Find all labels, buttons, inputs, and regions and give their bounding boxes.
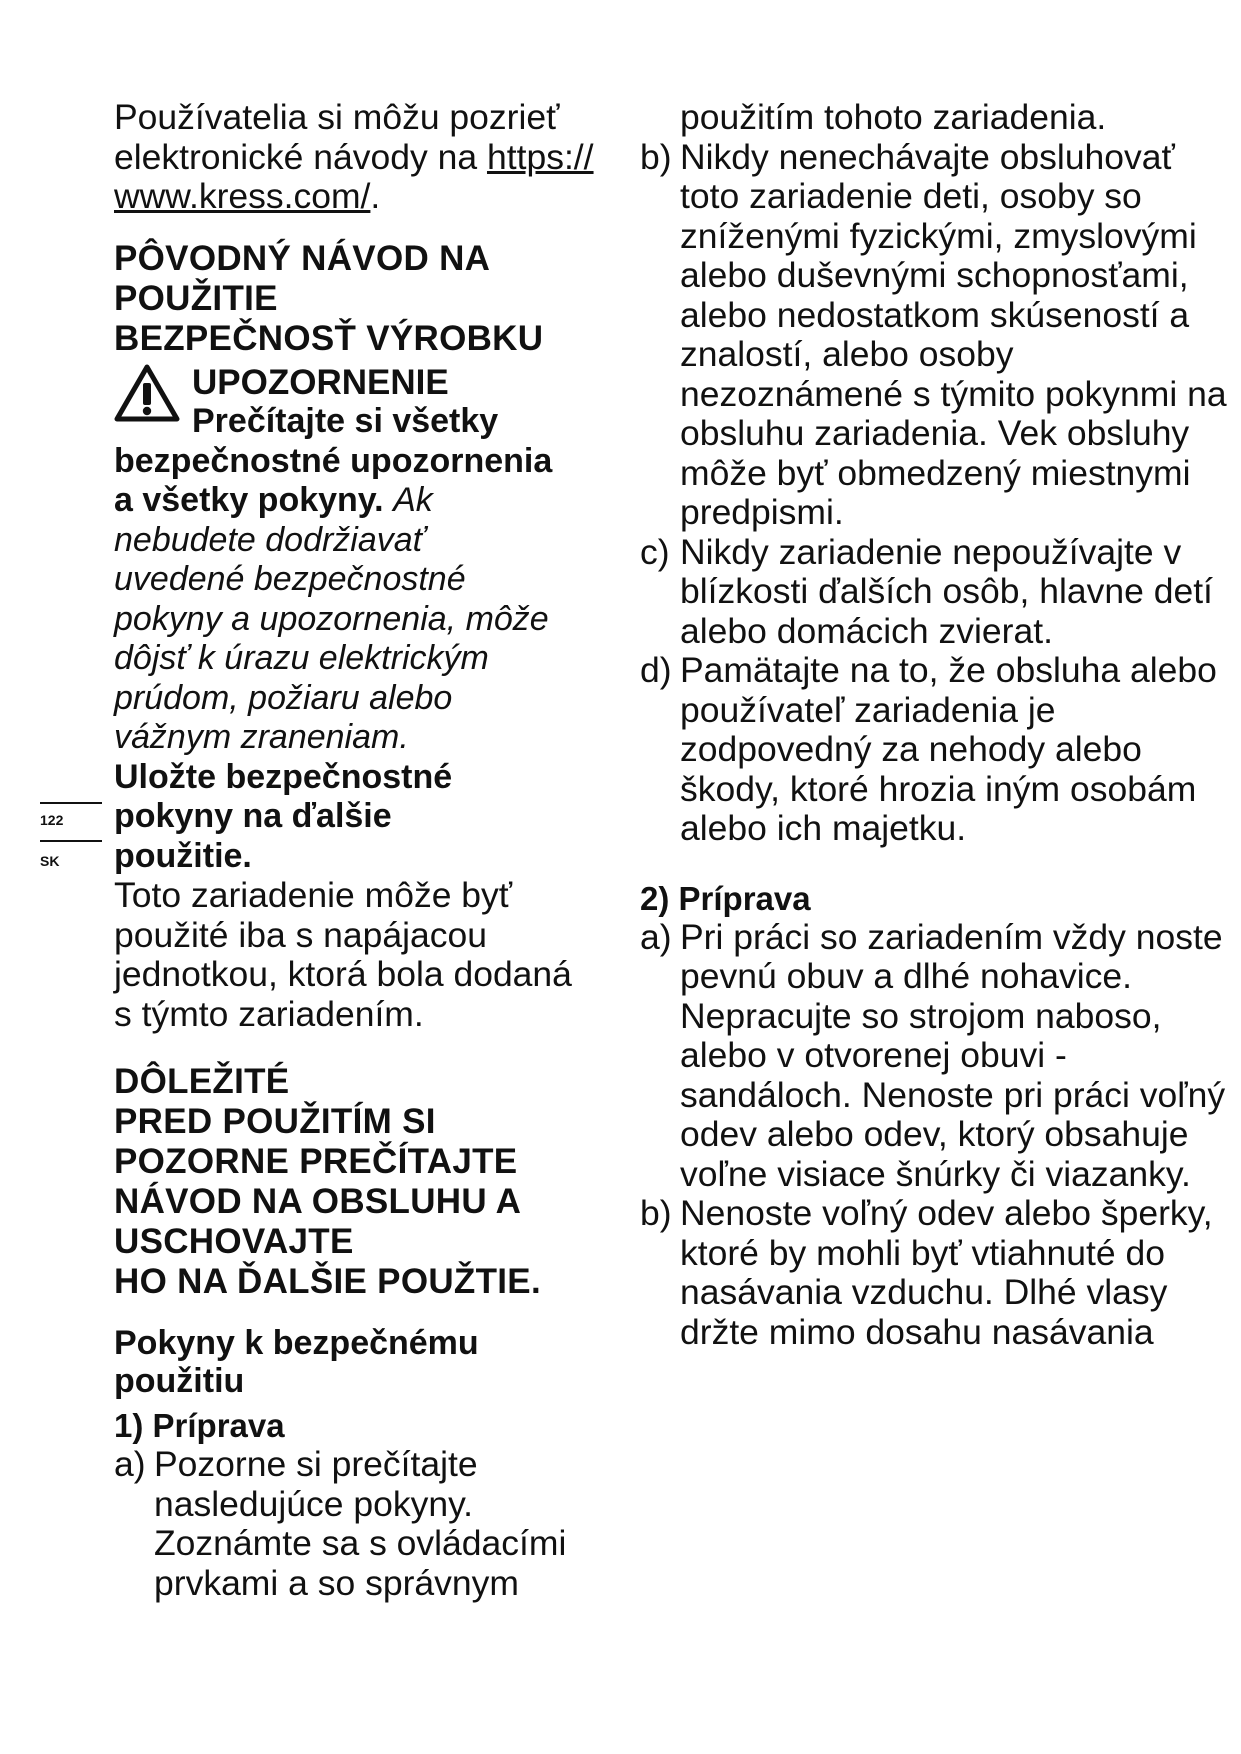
warning-title: UPOZORNENIE (192, 362, 449, 402)
heading-safe-use: Pokyny k bezpečnému použitiu (114, 1324, 479, 1400)
list-item: a) Pozorne si prečítajte nasledujúce pokyny. Zoznámte sa s ovládacími prvkami a so správnym (114, 1444, 567, 1603)
page-marker-line-top (40, 802, 102, 804)
list-item: c) Nikdy zariadenie nepoužívajte v blízkosti ďalších osôb, hlavne detí alebo domácich zvierat. (640, 531, 1213, 651)
page-number: 122 (40, 812, 64, 828)
manual-link-part-1[interactable]: https:// (486, 136, 594, 177)
warning-triangle-icon (114, 363, 180, 423)
manual-link-part-2[interactable]: www.kress.com/ (114, 176, 371, 216)
list-item: b) Nikdy nenechávajte obsluhovať toto zariadenie deti, osoby so zníženými fyzickými, zmyslovými alebo duševnými schopnosťami, alebo nedostatkom skúseností a znalostí, alebo osoby nezoznámené s týmito pokynmi na obsluhu zariadenia. Vek obsluhy môže byť obmedzený miestnymi predpismi. (640, 136, 1227, 532)
warning-italic-text: Ak nebudete dodržiavať uvedené bezpečnostné pokyny a upozornenia, môže dôjsť k úrazu elektrickým prúdom, požiaru alebo vážnym zraneniam. (114, 481, 549, 756)
section-1-heading: 1) Príprava (114, 1407, 285, 1444)
left-column (114, 98, 634, 1603)
warning-bold-text: Prečítajte si všetky bezpečnostné upozornenia a všetky pokyny. Ak nebudete dodržiavať uvedené bezpečnostné pokyny a upozornenia, môže dôjsť k úrazu elektrickým prúdom, požiaru alebo vážnym zraneniam. (114, 402, 553, 756)
page-marker-line-bottom (40, 840, 102, 842)
keep-instructions-text: Uložte bezpečnostné pokyny na ďalšie použitie. (114, 757, 453, 875)
list-item: d) Pamätajte na to, že obsluha alebo používateľ zariadenia je zodpovedný za nehody alebo škody, ktoré hrozia iným osobám alebo ich majetku. (640, 650, 1217, 848)
section-2-heading: 2) Príprava (640, 879, 811, 917)
warning-block (114, 363, 634, 1035)
heading-important: DÔLEŽITÉ PRED POUŽITÍM SI POZORNE PREČÍTAJTE NÁVOD NA OBSLUHU A USCHOVAJTE HO NA ĎALŠIE POUŽTIE. (114, 1062, 541, 1301)
list-item-continued: použitím tohoto zariadenia. (680, 97, 1107, 137)
right-column (640, 98, 1230, 1352)
power-supply-text: Toto zariadenie môže byť použité iba s napájacou jednotkou, ktorá bola dodaná s týmto zariadením. (114, 875, 572, 1034)
heading-original-manual: PÔVODNÝ NÁVOD NA POUŽITIE BEZPEČNOSŤ VÝROBKU (114, 238, 544, 358)
list-item: b) Nenoste voľný odev alebo šperky, ktoré by mohli byť vtiahnuté do nasávania vzduchu. Dlhé vlasy držte mimo dosahu nasávania (640, 1193, 1213, 1352)
list-item: a) Pri práci so zariadením vždy noste pevnú obuv a dlhé nohavice. Nepracujte so strojom naboso, alebo v otvorenej obuvi - sandáloch. Nenoste pri práci voľný odev alebo odev, ktorý obsahuje voľne visiace šnúrky či viazanky. (640, 916, 1226, 1194)
page-language: SK (40, 853, 60, 869)
intro-text: Používatelia si môžu pozrieť elektronické návody na https:// www.kress.com/. (114, 97, 594, 216)
